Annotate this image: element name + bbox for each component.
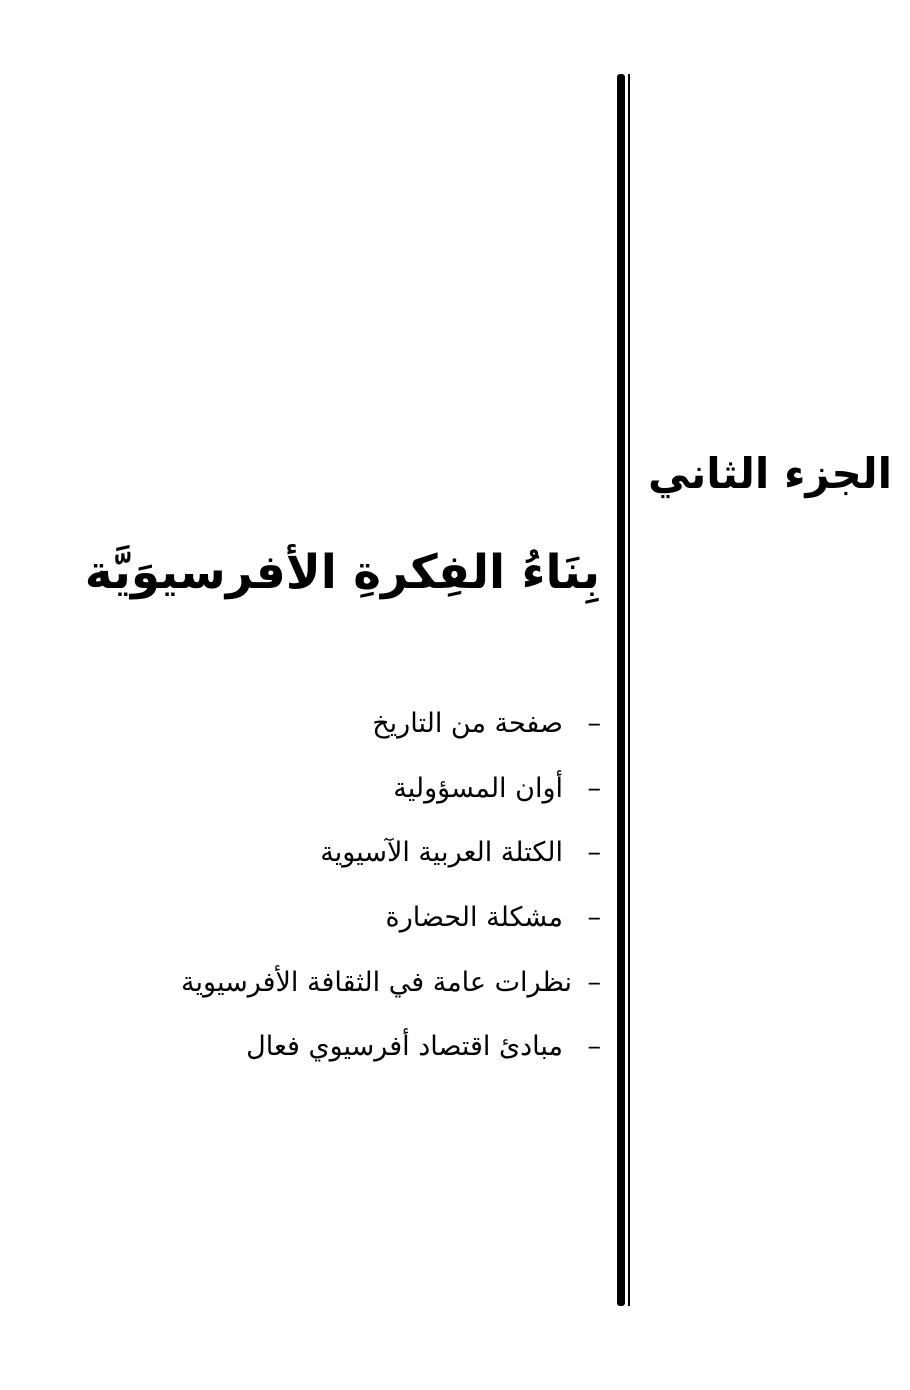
toc-dash: –	[587, 772, 601, 804]
toc-dash: –	[587, 708, 601, 740]
toc-item-label: مشكلة الحضارة	[385, 902, 563, 934]
main-title: بِنَاءُ الفِكرةِ الأفرسيوَيَّة	[84, 545, 600, 600]
toc-item	[181, 1015, 601, 1080]
toc-item-label: صفحة من التاريخ	[372, 708, 563, 740]
toc-item-label: مبادئ اقتصاد أفرسيوي فعال	[246, 1031, 563, 1063]
part-title: الجزء الثاني	[647, 449, 892, 498]
toc-item	[181, 692, 601, 757]
toc-item	[181, 757, 601, 822]
toc-item-label: أوان المسؤولية	[393, 772, 563, 804]
vertical-rule-thick	[617, 74, 625, 1306]
toc-item-label: نظرات عامة في الثقافة الأفرسيوية	[181, 966, 573, 998]
toc-item	[181, 950, 601, 1015]
vertical-rule-thin	[628, 74, 630, 1306]
toc-item	[181, 886, 601, 951]
toc-dash: –	[587, 1031, 601, 1063]
toc-item	[181, 821, 601, 886]
toc-dash: –	[587, 966, 601, 998]
table-of-contents	[181, 692, 601, 1080]
toc-item-label: الكتلة العربية الآسيوية	[320, 837, 563, 869]
toc-dash: –	[587, 837, 601, 869]
toc-dash: –	[587, 902, 601, 934]
